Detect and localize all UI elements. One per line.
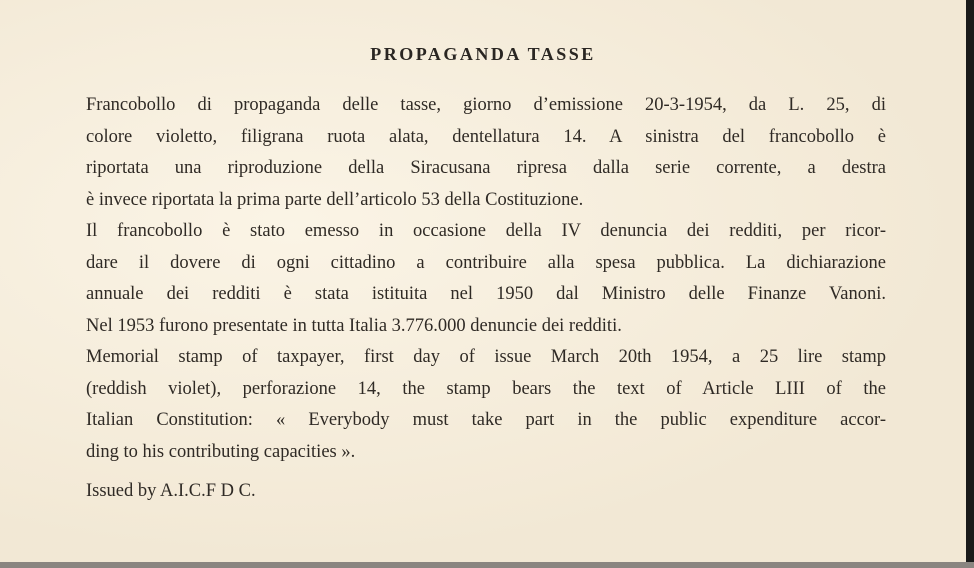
italian-p1-line-2: colore violetto, filigrana ruota alata, dentellatura 14. A sinistra del francobollo è: [86, 126, 886, 147]
italian-p1-line-1: Francobollo di propaganda delle tasse, giorno d’emissione 20-3-1954, da L. 25, di: [86, 95, 886, 115]
scan-edge-right: [966, 0, 974, 568]
italian-p2-line-2: dare il dovere di ogni cittadino a contribuire alla spesa pubblica. La dichiarazione: [86, 252, 886, 273]
italian-p1-line-4: è invece riportata la prima parte dell’articolo 53 della Costituzione.: [86, 189, 584, 210]
italian-p1-line-3: riportata una riproduzione della Siracusana ripresa dalla serie corrente, a destra: [86, 158, 886, 178]
scan-edge-bottom: [0, 562, 974, 568]
english-line-3: Italian Constitution: « Everybody must take part in the public expenditure accor-: [86, 410, 886, 430]
issued-by: Issued by A.I.C.F D C.: [86, 481, 256, 501]
italian-p2-line-4: Nel 1953 furono presentate in tutta Italia 3.776.000 denuncie dei redditi.: [86, 315, 622, 336]
english-line-1: Memorial stamp of taxpayer, first day of issue March 20th 1954, a 25 lire stamp: [86, 347, 886, 367]
italian-p2-line-3: annuale dei redditi è stata istituita nel 1950 dal Ministro delle Finanze Vanoni.: [86, 284, 886, 304]
english-line-4: ding to his contributing capacities ».: [86, 441, 356, 462]
italian-p2-line-1: Il francobollo è stato emesso in occasione della IV denuncia dei redditi, per ricor-: [86, 221, 886, 241]
english-line-2: (reddish violet), perforazione 14, the stamp bears the text of Article LIII of the: [86, 378, 886, 399]
document-title: PROPAGANDA TASSE: [370, 44, 596, 64]
description-text: [86, 90, 886, 468]
